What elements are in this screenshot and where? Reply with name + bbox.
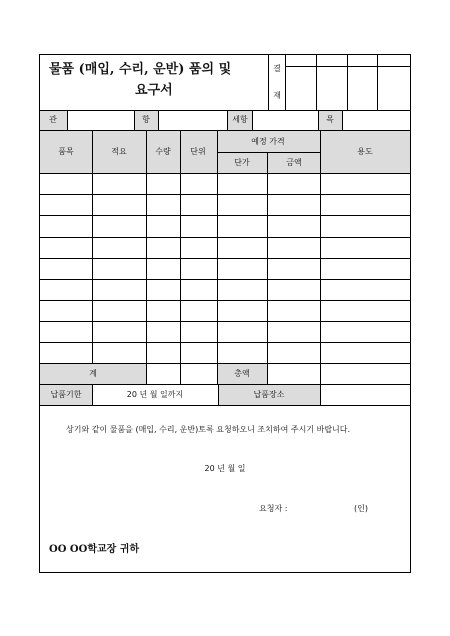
item-row-5[interactable]	[40, 259, 410, 279]
budget-mok-label: 목	[326, 115, 334, 124]
budget-sehang-field[interactable]	[253, 111, 318, 130]
column-header-amount: 금액	[286, 158, 302, 167]
approval-signature-cell-1[interactable]	[286, 67, 316, 110]
approval-signature-cell-4[interactable]	[378, 67, 410, 110]
column-header-item: 품목	[58, 147, 74, 156]
approval-signature-cell-2[interactable]	[317, 67, 347, 110]
budget-sehang-label: 세항	[232, 115, 248, 124]
budget-hang-field[interactable]	[159, 111, 227, 130]
item-row-1[interactable]	[40, 174, 410, 194]
item-row-4[interactable]	[40, 238, 410, 258]
approval-label-1: 결	[273, 64, 281, 73]
request-date[interactable]: 20 년 월 일	[204, 464, 246, 473]
addressee: OO OO학교장 귀하	[49, 544, 140, 555]
item-row-7[interactable]	[40, 301, 410, 321]
column-header-quantity: 수량	[155, 147, 171, 156]
request-statement: 상기와 같이 물품을 (매입, 수리, 운반)토록 요청하오니 조치하여 주시기 바랍니다.	[66, 425, 351, 434]
column-header-estimate: 예정 가격	[251, 137, 285, 146]
deadline-value[interactable]: 20 년 월 일까지	[126, 390, 184, 399]
place-label: 납품장소	[253, 390, 285, 399]
form-title-line2: 요구서	[135, 83, 173, 98]
item-row-2[interactable]	[40, 195, 410, 215]
approval-label-2: 재	[273, 91, 281, 100]
item-row-9[interactable]	[40, 343, 410, 363]
column-header-purpose: 용도	[357, 147, 373, 156]
form-title-line1: 물품 (매입, 수리, 운반) 품의 및	[49, 62, 232, 77]
budget-mok-field[interactable]	[343, 111, 410, 130]
place-field[interactable]	[321, 385, 410, 405]
item-row-8[interactable]	[40, 322, 410, 342]
total-amount-field[interactable]	[268, 364, 410, 384]
seal-label: (인)	[354, 504, 368, 513]
requester-name-field[interactable]	[295, 500, 350, 516]
item-row-3[interactable]	[40, 216, 410, 237]
column-header-unit: 단위	[190, 147, 206, 156]
item-row-6[interactable]	[40, 280, 410, 300]
total-amount-label: 총액	[234, 369, 250, 378]
total-label: 계	[89, 369, 97, 378]
budget-gwan-label: 관	[49, 115, 57, 124]
approval-signature-cell-3[interactable]	[348, 67, 377, 110]
deadline-label: 납품기한	[50, 390, 82, 399]
column-header-spec: 적요	[111, 147, 127, 156]
budget-hang-label: 항	[142, 115, 150, 124]
column-header-unit-price: 단가	[234, 158, 250, 167]
budget-gwan-field[interactable]	[68, 111, 134, 130]
requester-label: 요청자 :	[259, 504, 288, 513]
